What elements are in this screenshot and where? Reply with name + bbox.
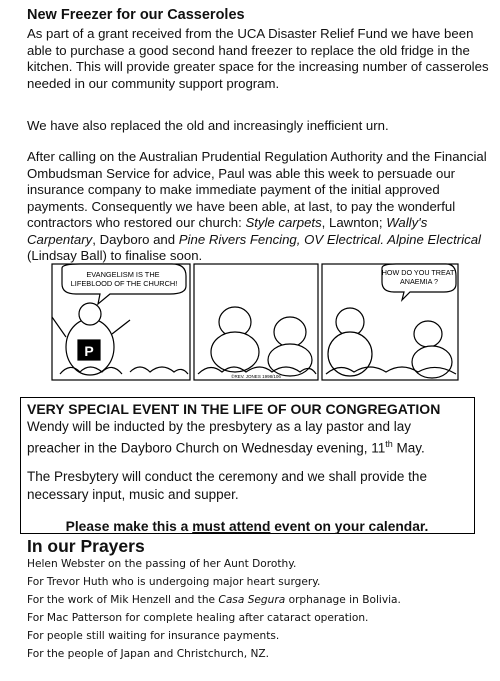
event-induction-tail: May.	[392, 440, 425, 455]
prayer-item: For Mac Patterson for complete healing after cataract operation.	[27, 612, 369, 624]
event-date-suffix: th	[385, 438, 393, 449]
prayer-item: Helen Webster on the passing of her Aunt Dorothy.	[27, 558, 297, 570]
casa-segura-name: Casa Segura	[218, 594, 286, 606]
prayers-list	[27, 555, 401, 663]
contractor-alpine: Alpine Electrical	[383, 231, 481, 247]
comic-signature: ©REV. JONES 1998/106	[231, 374, 281, 379]
prayer-item	[27, 591, 401, 609]
prayers-heading: In our Prayers	[27, 536, 145, 556]
bubble1-text: EVANGELISM IS THE LIFEBLOOD OF THE CHURCH!	[70, 270, 178, 288]
contractor-wallys: Wally's Carpentary	[27, 215, 428, 247]
contractor-tail: (Lindsay Ball) to finalise soon.	[27, 248, 203, 263]
event-cta	[21, 518, 473, 536]
special-event-box	[20, 397, 475, 534]
insurance-text: After calling on the Australian Prudential Regulation Authority and the Financial Ombudsman Service for advice, Paul was able this week to persuade our insurance company to make immediate payment of the initial approved payments. Consequently we have been able, at last, to pay the wonderful contractors who restored our church:	[27, 149, 487, 230]
p-badge: P	[84, 343, 94, 359]
insurance-paragraph	[27, 149, 489, 265]
event-title: VERY SPECIAL EVENT IN THE LIFE OF OUR CONGREGATION	[27, 401, 441, 417]
contractor-style-carpets: Style carpets	[245, 215, 322, 230]
event-induction-main: Wendy will be inducted by the presbytery as a lay pastor and lay preacher in the Dayboro Church on Wednesday evening, 11	[27, 419, 411, 455]
event-induction-text	[27, 418, 467, 457]
event-cta-end: event on your calendar.	[270, 519, 429, 534]
event-cta-start: Please make this a	[65, 519, 193, 534]
contractor-place-1: , Lawnton;	[321, 215, 387, 230]
comic-strip	[50, 262, 460, 384]
contractor-pine-rivers: Pine Rivers Fencing, OV Electrical.	[178, 231, 384, 247]
event-cta-underlined: must attend	[192, 519, 271, 534]
urn-paragraph: We have also replaced the old and increasingly inefficient urn.	[27, 118, 389, 133]
bubble2-text: HOW DO YOU TREAT ANAEMIA ?	[381, 268, 455, 286]
prayer-item: For people still waiting for insurance payments.	[27, 630, 280, 642]
event-ceremony-text: The Presbytery will conduct the ceremony and we shall provide the necessary input, music and supper.	[27, 469, 427, 502]
freezer-paragraph: As part of a grant received from the UCA Disaster Relief Fund we have been able to purchase a good second hand freezer to replace the old fridge in the kitchen. This will provide greater space for the increasing number of casseroles needed in our community support program.	[27, 26, 489, 91]
prayer-item: For Trevor Huth who is undergoing major heart surgery.	[27, 576, 321, 588]
prayer-item: For the people of Japan and Christchurch, NZ.	[27, 648, 270, 660]
contractor-place-2: , Dayboro and	[92, 231, 179, 247]
freezer-heading: New Freezer for our Casseroles	[27, 7, 245, 23]
prayer-item-text: For the work of Mik Henzell and the	[27, 594, 219, 606]
prayer-item-tail: orphanage in Bolivia.	[285, 594, 401, 606]
